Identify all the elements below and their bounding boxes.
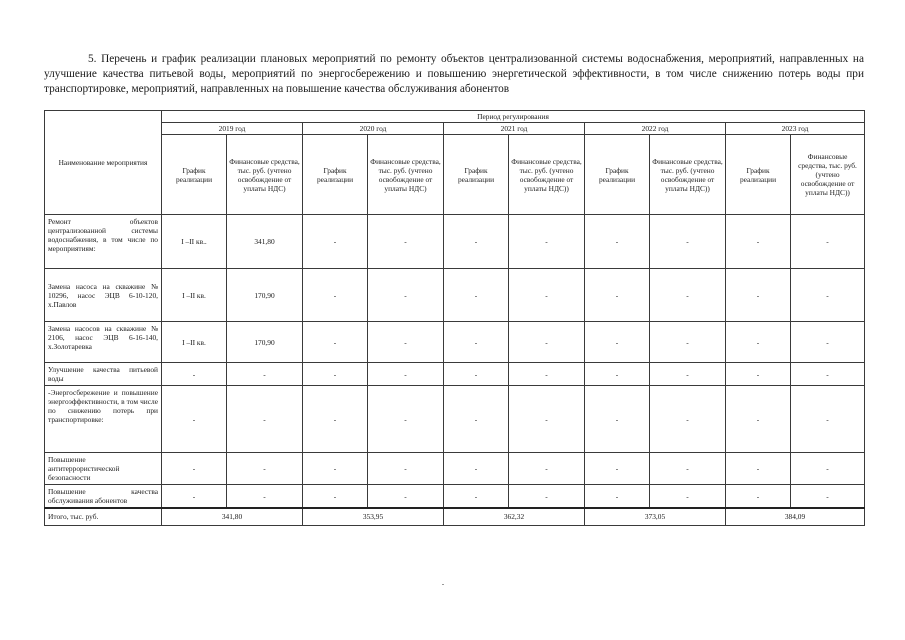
- cell: -: [585, 322, 650, 363]
- cell: -: [509, 453, 585, 485]
- cell: -: [303, 386, 368, 453]
- cell: -: [444, 269, 509, 322]
- row-name: Улучшение качества питьевой воды: [45, 363, 162, 386]
- cell: -: [585, 363, 650, 386]
- cell: -: [303, 363, 368, 386]
- plan-table: [44, 110, 865, 526]
- table-row: [45, 215, 865, 269]
- row-name: Повышение качества обслуживания абонентов: [45, 485, 162, 509]
- row-name: -Энергосбережение и повышение энергоэффективности, в том числе по снижению потерь при транспортировке:: [45, 386, 162, 453]
- cell: -: [509, 269, 585, 322]
- cell: -: [585, 215, 650, 269]
- header-finance: Финансовые средства, тыс. руб. (учтено освобождение от уплаты НДС): [227, 135, 303, 215]
- table-row: [45, 363, 865, 386]
- header-name-column: Наименование мероприятия: [45, 111, 162, 215]
- cell: -: [303, 322, 368, 363]
- cell: -: [509, 386, 585, 453]
- header-year-2022: 2022 год: [585, 123, 726, 135]
- cell: -: [726, 386, 791, 453]
- cell: -: [368, 485, 444, 509]
- cell: -: [303, 215, 368, 269]
- cell: I –II кв.: [162, 322, 227, 363]
- header-schedule: График реализации: [444, 135, 509, 215]
- table-row: [45, 485, 865, 509]
- cell: -: [726, 485, 791, 509]
- cell: -: [585, 269, 650, 322]
- cell: -: [650, 215, 726, 269]
- header-period: Период регулирования: [162, 111, 865, 123]
- cell: -: [509, 322, 585, 363]
- cell: -: [368, 269, 444, 322]
- cell: -: [726, 215, 791, 269]
- row-name: Замена насоса на скважине № 10296, насос ЭЦВ 6-10-120, х.Павлов: [45, 269, 162, 322]
- cell: -: [162, 386, 227, 453]
- cell: I –II кв.: [162, 269, 227, 322]
- header-schedule: График реализации: [162, 135, 227, 215]
- cell: -: [303, 453, 368, 485]
- cell: -: [368, 363, 444, 386]
- cell: -: [227, 453, 303, 485]
- total-2022: 373,05: [585, 508, 726, 525]
- total-label: Итого, тыс. руб.: [45, 508, 162, 525]
- header-schedule: График реализации: [303, 135, 368, 215]
- cell: -: [368, 215, 444, 269]
- cell: -: [650, 269, 726, 322]
- cell: -: [650, 485, 726, 509]
- cell: -: [650, 386, 726, 453]
- cell: 170,90: [227, 269, 303, 322]
- table-row: [45, 269, 865, 322]
- header-year-2023: 2023 год: [726, 123, 865, 135]
- cell: -: [444, 453, 509, 485]
- cell: -: [303, 485, 368, 509]
- scan-speck: [442, 584, 444, 585]
- cell: -: [585, 386, 650, 453]
- cell: -: [227, 363, 303, 386]
- cell: -: [791, 269, 865, 322]
- cell: -: [726, 363, 791, 386]
- cell: -: [444, 363, 509, 386]
- cell: -: [162, 485, 227, 509]
- total-2023: 384,09: [726, 508, 865, 525]
- table-row: [45, 453, 865, 485]
- row-name: Ремонт объектов централизованной системы водоснабжения, в том числе по мероприятиям:: [45, 215, 162, 269]
- cell: -: [509, 485, 585, 509]
- cell: -: [791, 363, 865, 386]
- table-row: [45, 386, 865, 453]
- cell: -: [650, 363, 726, 386]
- header-year-2021: 2021 год: [444, 123, 585, 135]
- header-schedule: График реализации: [585, 135, 650, 215]
- cell: -: [444, 485, 509, 509]
- header-schedule: График реализации: [726, 135, 791, 215]
- header-finance: Финансовые средства, тыс. руб. (учтено освобождение от уплаты НДС)): [509, 135, 585, 215]
- table-row: [45, 322, 865, 363]
- row-name: Повышение антитеррористической безопасности: [45, 453, 162, 485]
- cell: -: [791, 485, 865, 509]
- cell: -: [368, 322, 444, 363]
- cell: -: [791, 386, 865, 453]
- header-finance: Финансовые средства, тыс. руб. (учтено освобождение от уплаты НДС)): [650, 135, 726, 215]
- header-year-2019: 2019 год: [162, 123, 303, 135]
- cell: 170,90: [227, 322, 303, 363]
- cell: -: [162, 453, 227, 485]
- cell: -: [509, 363, 585, 386]
- cell: -: [726, 453, 791, 485]
- header-finance: Финансовые средства, тыс. руб. (учтено освобождение от уплаты НДС)): [791, 135, 865, 215]
- total-row: [45, 508, 865, 525]
- header-year-2020: 2020 год: [303, 123, 444, 135]
- cell: I –II кв..: [162, 215, 227, 269]
- cell: -: [444, 386, 509, 453]
- cell: -: [227, 485, 303, 509]
- cell: -: [368, 386, 444, 453]
- cell: -: [650, 453, 726, 485]
- section-heading: 5. Перечень и график реализации плановых мероприятий по ремонту объектов централизованной системы водоснабжения, мероприятий, направленных на улучшение качества питьевой воды, мероприятий по энергосбережению и повышению энергетической эффективности, в том числе снижению потерь воды при транспортировке, мероприятий, направленных на повышение качества обслуживания абонентов: [44, 53, 864, 95]
- cell: -: [509, 215, 585, 269]
- total-2020: 353,95: [303, 508, 444, 525]
- cell: -: [791, 215, 865, 269]
- total-2021: 362,32: [444, 508, 585, 525]
- cell: -: [585, 453, 650, 485]
- cell: -: [368, 453, 444, 485]
- header-finance: Финансовые средства, тыс. руб. (учтено освобождение от уплаты НДС): [368, 135, 444, 215]
- cell: -: [227, 386, 303, 453]
- cell: -: [791, 453, 865, 485]
- cell: -: [650, 322, 726, 363]
- cell: -: [444, 215, 509, 269]
- cell: -: [303, 269, 368, 322]
- cell: -: [791, 322, 865, 363]
- cell: -: [585, 485, 650, 509]
- cell: -: [162, 363, 227, 386]
- cell: -: [726, 269, 791, 322]
- total-2019: 341,80: [162, 508, 303, 525]
- cell: 341,80: [227, 215, 303, 269]
- cell: -: [726, 322, 791, 363]
- row-name: Замена насосов на скважине № 2106, насос ЭЦВ 6-16-140, х.Золотаревка: [45, 322, 162, 363]
- cell: -: [444, 322, 509, 363]
